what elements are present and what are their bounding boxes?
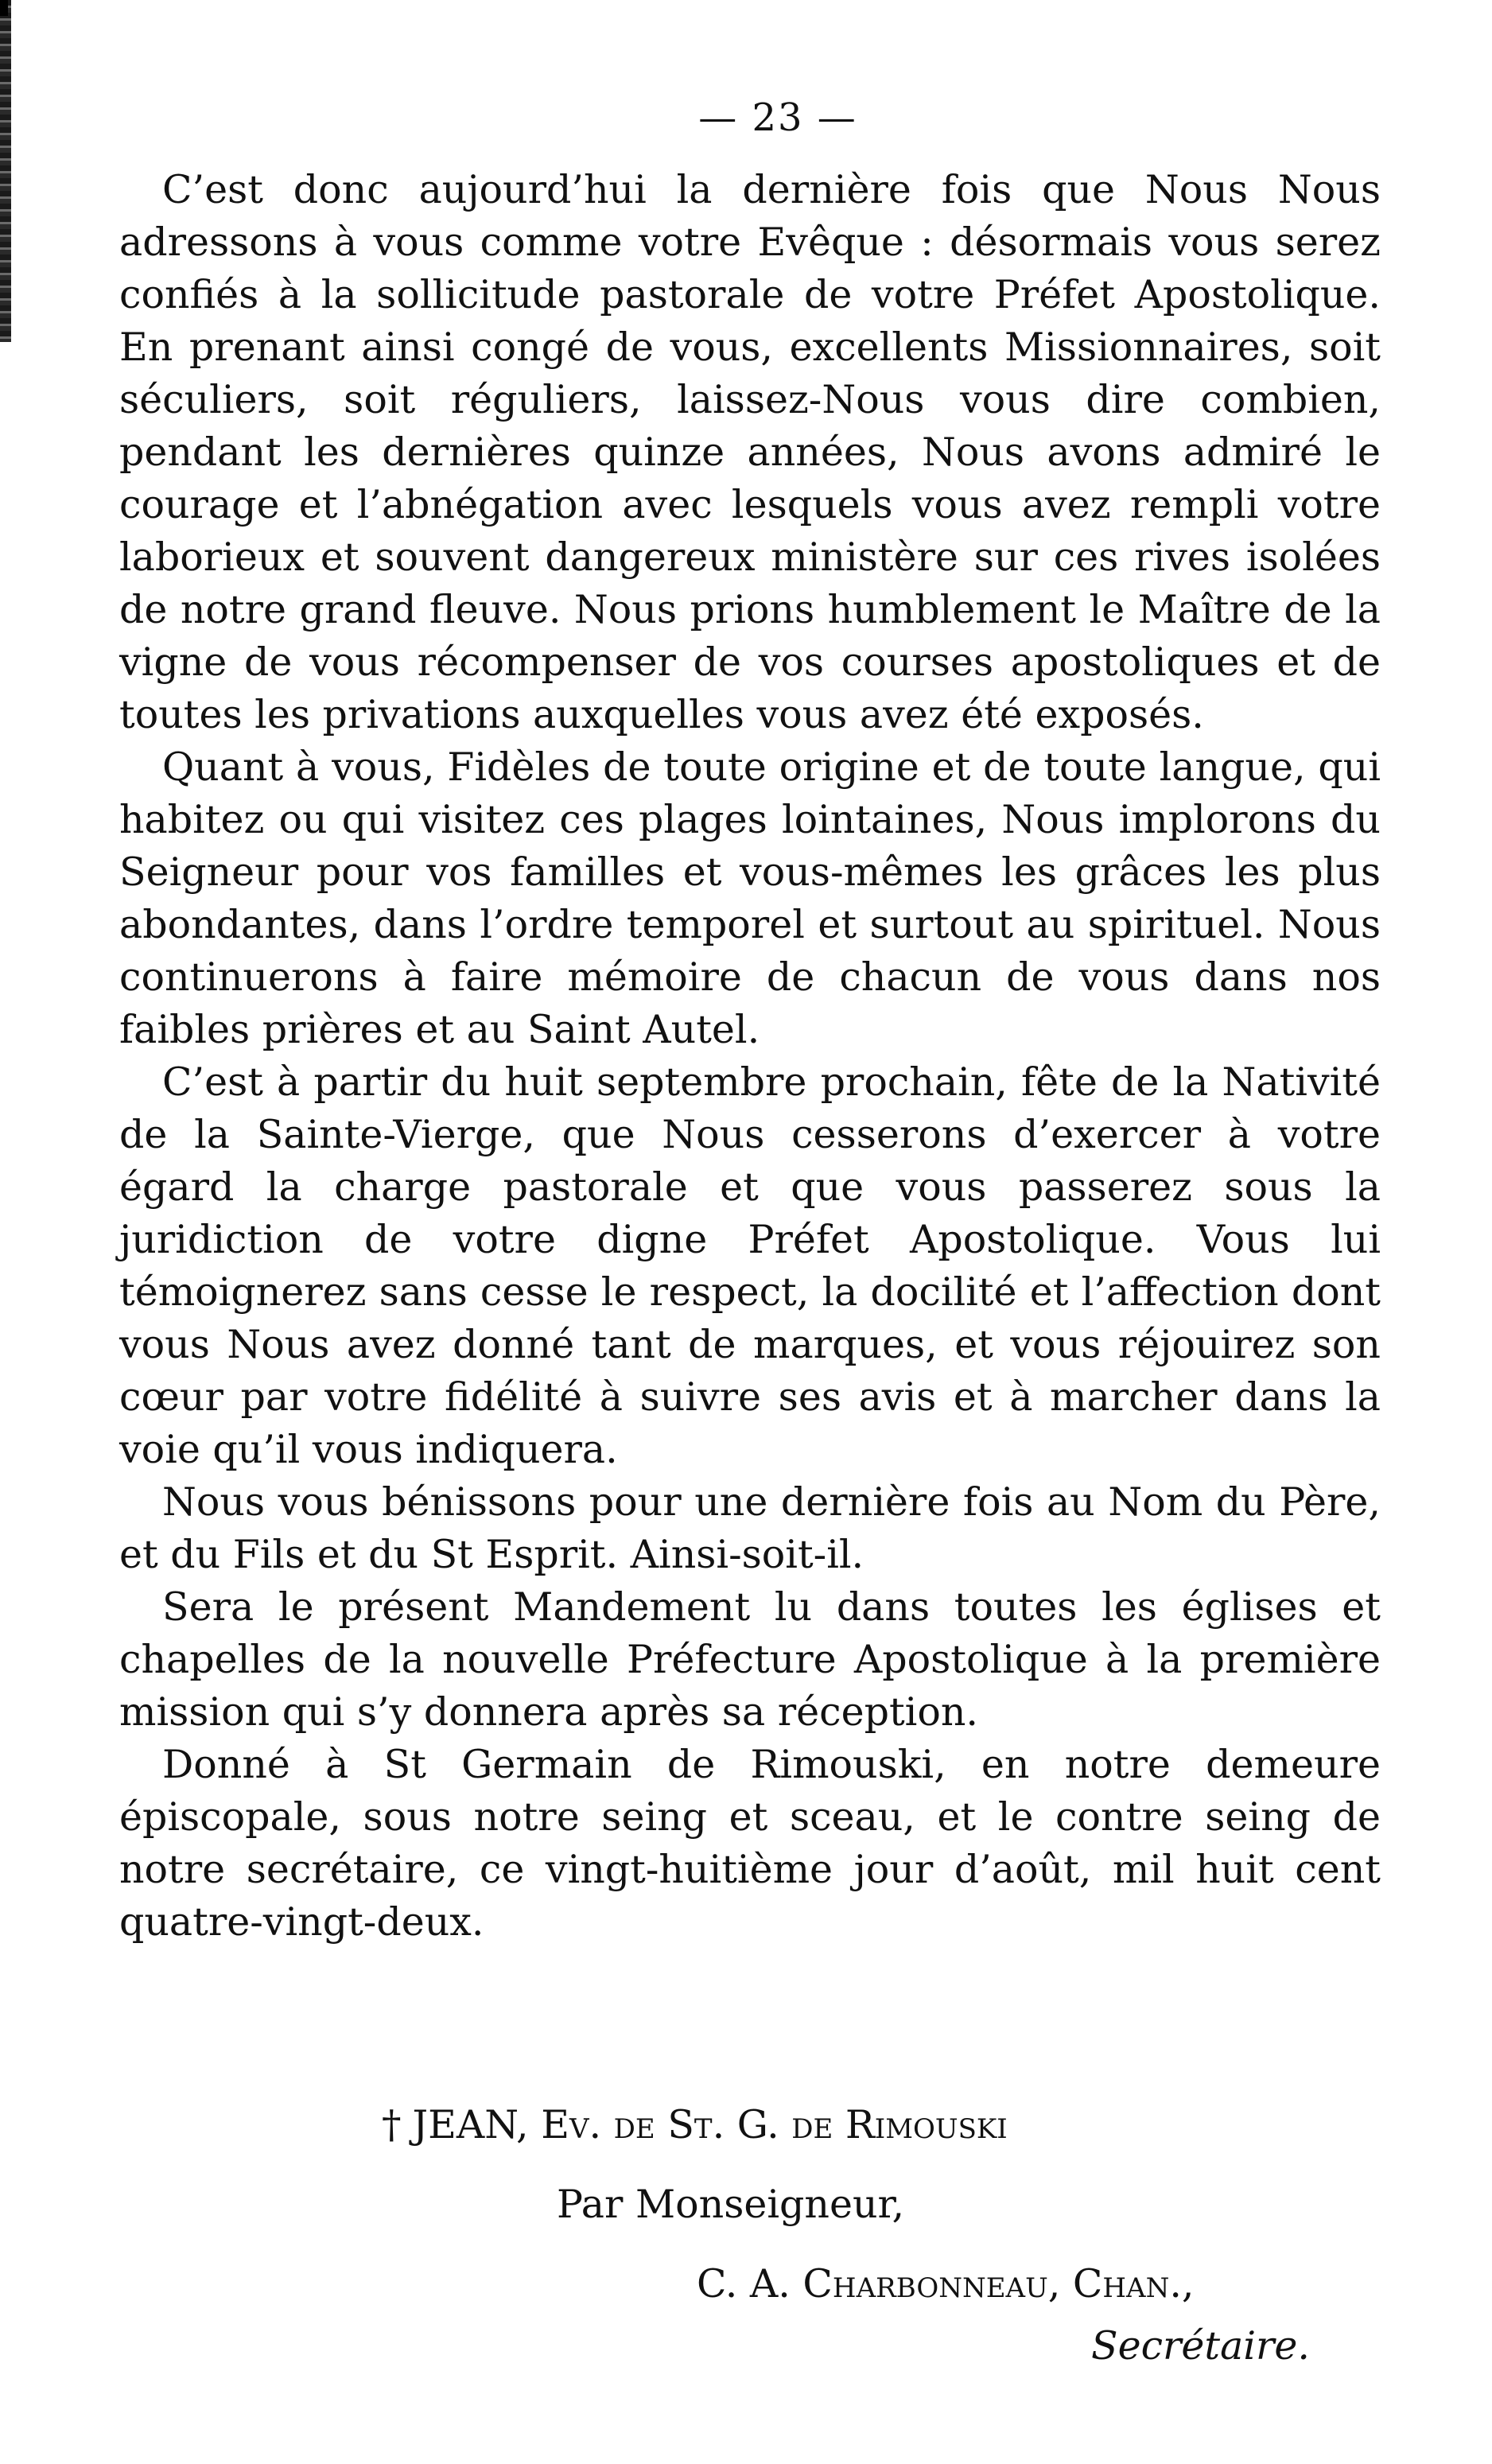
paragraph-blessing: Nous vous bénissons pour une dernière fois au Nom du Père, et du Fils et du St Esprit. Ainsi-soit-il.	[119, 1479, 1381, 1577]
page-number: — 23 —	[698, 95, 857, 140]
mandement-body	[119, 164, 1381, 1949]
cross-icon: †	[382, 2102, 402, 2147]
paragraph-farewell-missionaries: C’est donc aujourd’hui la dernière fois que Nous Nous adressons à vous comme votre Evêque : désormais vous serez confiés à la sollicitude pastorale de votre Préfet Apostolique. En prenant ainsi congé de vous, excellents Missionnaires, soit séculiers, soit réguliers, laissez-Nous vous dire combien, pendant les dernières quinze années, Nous avons admiré le courage et l’abnégation avec lesquels vous avez rempli votre laborieux et souvent dangereux ministère sur ces rives isolées de notre grand fleuve. Nous prions humblement le Maître de la vigne de vous récompenser de vos courses apostoliques et de toutes les privations auxquelles vous avez été exposés.	[119, 167, 1381, 737]
par-monseigneur: Par Monseigneur,	[557, 2182, 905, 2227]
bishop-name: JEAN, Ev. de St. G. de Rimouski	[412, 2102, 1008, 2147]
binding-edge	[0, 0, 11, 342]
paragraph-given-at: Donné à St Germain de Rimouski, en notre demeure épiscopale, sous notre seing et sceau, et le contre seing de notre secrétaire, ce vingt-huitième jour d’août, mil huit cent quatre-vingt-deux.	[119, 1742, 1381, 1945]
secretary-title: Secrétaire.	[1091, 2323, 1311, 2369]
paragraph-jurisdiction: C’est à partir du huit septembre prochain, fête de la Nativité de la Sainte-Vierge, que Nous cesserons d’exercer à votre égard la charge pastorale et que vous passerez sous la juridiction de votre digne Préfet Apostolique. Vous lui témoignerez sans cesse le respect, la docilité et l’affection dont vous Nous avez donné tant de marques, et vous réjouirez son cœur par votre fidélité à suivre ses avis et à marcher dans la voie qu’il vous indiquera.	[119, 1059, 1381, 1472]
secretary-name: C. A. Charbonneau, Chan.,	[697, 2261, 1195, 2307]
binding-mark	[0, 0, 8, 16]
paragraph-reading-order: Sera le présent Mandement lu dans toutes les églises et chapelles de la nouvelle Préfecture Apostolique à la première mission qui s’y donnera après sa réception.	[119, 1584, 1381, 1735]
paragraph-faithful: Quant à vous, Fidèles de toute origine et de toute langue, qui habitez ou qui visitez ces plages lointaines, Nous implorons du Seigneur pour vos familles et vous-mêmes les grâces les plus abondantes, dans l’ordre temporel et surtout au spirituel. Nous continuerons à faire mémoire de chacun de vous dans nos faibles prières et au Saint Autel.	[119, 744, 1381, 1052]
bishop-signature	[382, 2097, 1008, 2154]
